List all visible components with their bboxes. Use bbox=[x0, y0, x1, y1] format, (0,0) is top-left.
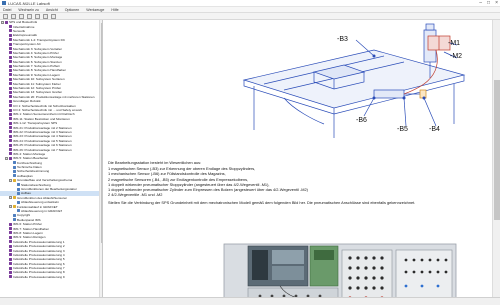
trainer-photo bbox=[220, 242, 460, 297]
list-item: 2 4/2-Wegeventile -M1 und -M2 bbox=[108, 192, 163, 198]
tree-item-label: Copyright bbox=[17, 213, 31, 218]
tree-spacer bbox=[5, 258, 8, 261]
book-icon bbox=[9, 104, 12, 107]
book-icon bbox=[9, 144, 12, 147]
tree-item-label: CO 2: Sicherheitstechnik mit ... und Safety at work bbox=[13, 108, 82, 112]
tree-spacer bbox=[5, 227, 8, 230]
book-icon bbox=[9, 38, 12, 41]
tree-item-label: Industrielle Prozessautomatisierung 8 bbox=[13, 270, 65, 275]
tree-item-label: Ablaufsteuerung in GRAFCET bbox=[21, 208, 63, 213]
expand-toggle-icon[interactable]: - bbox=[10, 178, 11, 182]
tree-item-label: Industrielle Prozessautomatisierung 3 bbox=[13, 248, 65, 253]
book-icon bbox=[9, 82, 12, 85]
book-icon bbox=[13, 214, 16, 217]
tree-spacer bbox=[9, 166, 12, 169]
book-icon bbox=[9, 51, 12, 54]
tree-spacer bbox=[9, 174, 12, 177]
tree-spacer bbox=[5, 271, 8, 274]
book-icon bbox=[13, 179, 16, 182]
tree-spacer bbox=[5, 152, 8, 155]
status-bar bbox=[0, 297, 500, 305]
book-icon bbox=[13, 174, 16, 177]
book-icon bbox=[9, 73, 12, 76]
tree-item-label: Industrielle Prozessautomatisierung 5 bbox=[13, 257, 65, 262]
label-m2: -M2 bbox=[450, 53, 463, 60]
tree-spacer bbox=[5, 25, 8, 28]
book-icon bbox=[17, 209, 20, 212]
tree-spacer bbox=[5, 69, 8, 72]
intro-text: Die Bearbeitungsstation besteht im Wesentlichen aus: bbox=[108, 160, 202, 165]
tree-spacer bbox=[5, 245, 8, 248]
tree-item-label: Grundaufbau und Verschaltungsschema bbox=[17, 178, 73, 183]
tree-item-label: Mechatronik 6: Subsystem Stanzen bbox=[13, 59, 62, 64]
list-item: 2 magnetische Sensoren (-B4, -B5) zur Endlagenkontrolle des Empressekolbens, bbox=[108, 176, 249, 182]
tree-item-label: Mechatronik 9: Subsystem Lagern bbox=[13, 72, 60, 77]
book-icon bbox=[9, 258, 12, 261]
tree-item[interactable] bbox=[0, 275, 102, 279]
book-icon bbox=[17, 183, 20, 186]
label-b6: -B6 bbox=[356, 117, 367, 124]
book-icon bbox=[9, 130, 12, 133]
home-icon[interactable] bbox=[19, 14, 24, 19]
print-icon[interactable] bbox=[27, 14, 32, 19]
back-icon[interactable] bbox=[3, 14, 8, 19]
menu-ansicht[interactable]: Ansicht bbox=[45, 7, 58, 12]
tree-item-label: Inbetriebnahme bbox=[13, 24, 35, 29]
tree-item-label: Industrielle Prozessautomatisierung 1 bbox=[13, 239, 65, 244]
book-icon bbox=[9, 95, 12, 98]
tree-item-label: Mechatronik 3: Subsystem Verteilen bbox=[13, 46, 63, 51]
book-icon bbox=[13, 170, 16, 173]
book-icon bbox=[9, 29, 12, 32]
tree-spacer bbox=[5, 249, 8, 252]
book-icon bbox=[9, 231, 12, 234]
tree-spacer bbox=[5, 122, 8, 125]
tree-item-label: Mechatronik 7: Subsystem Puffern bbox=[13, 64, 61, 69]
window-controls bbox=[479, 0, 498, 7]
tree-item-label: IMS 24: Produktionsanlage mit 5 Stationen bbox=[13, 138, 72, 143]
book-icon bbox=[9, 65, 12, 68]
description bbox=[108, 160, 478, 206]
menu-werkzeuge[interactable]: Werkzeuge bbox=[86, 7, 105, 12]
content-scrollbar[interactable] bbox=[492, 20, 500, 297]
book-icon bbox=[9, 109, 12, 112]
book-icon bbox=[9, 245, 12, 248]
tree-spacer bbox=[5, 60, 8, 63]
book-icon bbox=[9, 126, 12, 129]
book-icon bbox=[9, 275, 12, 278]
tree-item-label: Industrielle Prozessautomatisierung 4 bbox=[13, 252, 65, 257]
book-icon bbox=[17, 192, 20, 195]
tree-item-label: IMS 8: Station Lagern bbox=[13, 230, 43, 235]
tree-item-label: Grundfunktionen der Bearbeitungsstation bbox=[21, 187, 78, 192]
book-icon bbox=[9, 87, 12, 90]
book-icon bbox=[9, 100, 12, 103]
tree-item-label: Sicherheitsbestimmung bbox=[17, 169, 50, 174]
title-bar bbox=[0, 0, 500, 7]
tree-spacer bbox=[5, 87, 8, 90]
tree-item-label: Mechatronik 5: Subsystem Montage bbox=[13, 55, 63, 60]
book-icon bbox=[9, 223, 12, 226]
tree-list bbox=[0, 20, 102, 279]
list-item: 1 doppelt wirkender pneumatischer Stoppzylinder (angesteuert über das 4/2-Wegeventil -M1), bbox=[108, 181, 270, 187]
expand-toggle-icon[interactable]: - bbox=[10, 205, 11, 209]
window-title: LUCAS-NÜLLE Labsoft bbox=[8, 0, 50, 6]
book-icon bbox=[9, 227, 12, 230]
tree-item-label: Industrielle Prozessautomatisierung 7 bbox=[13, 266, 65, 271]
toolbar bbox=[0, 13, 500, 20]
book-icon bbox=[13, 196, 16, 199]
tree-spacer bbox=[9, 218, 12, 221]
book-icon bbox=[9, 271, 12, 274]
tree-item-label: Funktionsablauf in GRAFCET bbox=[17, 204, 58, 209]
tree-spacer bbox=[5, 223, 8, 226]
label-b5: -B5 bbox=[397, 126, 408, 133]
tree-spacer bbox=[5, 130, 8, 133]
tree-spacer bbox=[5, 100, 8, 103]
expand-toggle-icon[interactable]: - bbox=[2, 20, 3, 24]
tree-item-label: Bedienpanel IMS bbox=[17, 217, 41, 222]
tree-item-label: IMS 11: Station Bestücken und Montieren bbox=[13, 116, 70, 121]
tree-item-label: IMS 1: Station Sensoriereinheit mit Drehtisch bbox=[13, 112, 75, 117]
book-icon bbox=[9, 47, 12, 50]
task-text: Stellen Sie die Verbindung der SPS Grundeinheit mit dem mechatronischen Modell gemäß dem folgenden Bild her. Die pneumatischen Anschlüsse sind ebenfalls gekennzeichnet. bbox=[108, 200, 416, 206]
tree-spacer bbox=[9, 170, 12, 173]
component-list bbox=[108, 166, 478, 197]
book-icon bbox=[9, 117, 12, 120]
tree-item-label: Ablaufsteuerung entwickeln bbox=[21, 200, 59, 205]
tree-spacer bbox=[5, 253, 8, 256]
book-icon bbox=[9, 253, 12, 256]
list-item: 1 mechanischen Sensor (-B6) zur Füllstandskontrolle des Magazins, bbox=[108, 171, 226, 177]
tree-item-label: Technische Daten bbox=[17, 165, 42, 170]
tree-spacer bbox=[5, 34, 8, 37]
book-icon bbox=[9, 152, 12, 155]
tree-spacer bbox=[13, 209, 16, 212]
tree-spacer bbox=[5, 78, 8, 81]
book-icon bbox=[9, 135, 12, 138]
tree-spacer bbox=[5, 51, 8, 54]
tree-item-label: Mechatronik 13: Subsystem Greifen bbox=[13, 90, 63, 95]
tree-spacer bbox=[5, 56, 8, 59]
tree-item-label: SPS und Bustechnik bbox=[9, 20, 38, 25]
book-icon bbox=[9, 69, 12, 72]
tree-spacer bbox=[5, 240, 8, 243]
tree-spacer bbox=[5, 231, 8, 234]
main-content bbox=[104, 20, 492, 297]
tree-spacer bbox=[13, 183, 16, 186]
book-icon bbox=[9, 249, 12, 252]
tree-item-label: IMS 6: Station Prüfen bbox=[13, 222, 43, 227]
book-icon bbox=[9, 113, 12, 116]
tree-spacer bbox=[5, 267, 8, 270]
zoom-icon[interactable] bbox=[43, 14, 48, 19]
label-b4: -B4 bbox=[429, 126, 440, 133]
tree-spacer bbox=[13, 188, 16, 191]
book-icon bbox=[9, 60, 12, 63]
tree-item-label: IMS 25: Produktionsanlage mit 6 Stationen bbox=[13, 143, 72, 148]
tree-spacer bbox=[9, 161, 12, 164]
tree-spacer bbox=[5, 148, 8, 151]
content-scroll-thumb[interactable] bbox=[494, 80, 500, 220]
tree-item-label: IMS 26: Produktionsanlage mit 7 Stationen bbox=[13, 147, 72, 152]
app-icon bbox=[2, 1, 6, 5]
tree-spacer bbox=[5, 275, 8, 278]
tree-spacer bbox=[5, 104, 8, 107]
tree-spacer bbox=[5, 82, 8, 85]
tree-item-label: IMS 23: Produktionsanlage mit 4 Stationen bbox=[13, 134, 72, 139]
tree-spacer bbox=[5, 95, 8, 98]
book-icon bbox=[9, 236, 12, 239]
book-icon bbox=[9, 122, 12, 125]
course-tree bbox=[0, 20, 103, 297]
tree-item-label: Industrielle Prozessautomatisierung 9 bbox=[13, 274, 65, 279]
help-icon[interactable] bbox=[51, 14, 56, 19]
tree-item-label: IMS 21: Produktionsanlage mit 2 Stationen bbox=[13, 125, 72, 130]
expand-toggle-icon[interactable]: - bbox=[10, 196, 11, 200]
tree-scroll-thumb[interactable] bbox=[101, 23, 103, 243]
tree-spacer bbox=[5, 144, 8, 147]
tree-item-label: Industrielle Prozessautomatisierung 2 bbox=[13, 244, 65, 249]
book-icon bbox=[17, 188, 20, 191]
forward-icon[interactable] bbox=[11, 14, 16, 19]
tree-spacer bbox=[5, 126, 8, 129]
tree-spacer bbox=[5, 262, 8, 265]
tree-spacer bbox=[5, 117, 8, 120]
book-icon bbox=[9, 139, 12, 142]
tree-item-label: Grundfunktion des Ablaufs/Sensoren bbox=[17, 195, 68, 200]
book-icon bbox=[9, 262, 12, 265]
tree-item-label: Stationsbeschreibung bbox=[21, 182, 51, 187]
tree-item-label: Mechatronik 1-2: Transportsystem DC bbox=[13, 37, 66, 42]
tree-spacer bbox=[5, 43, 8, 46]
search-icon[interactable] bbox=[35, 14, 40, 19]
tree-item-label: Industrielle Prozessautomatisierung 6 bbox=[13, 261, 65, 266]
list-item: 1 magnetischen Sensor (-B3) zur Erkennung der oberen Endlage des Stoppzylinders, bbox=[108, 166, 256, 172]
book-icon bbox=[13, 218, 16, 221]
tree-spacer bbox=[5, 109, 8, 112]
tree-spacer bbox=[5, 73, 8, 76]
menu-optionen[interactable]: Optionen bbox=[64, 7, 80, 12]
menu-wechseln-zu[interactable]: Wechseln zu bbox=[18, 7, 39, 12]
tree-item-label: Mechatronik 10: Subsystem Sortieren bbox=[13, 77, 65, 82]
tree-spacer bbox=[5, 236, 8, 239]
book-icon bbox=[9, 157, 12, 160]
tree-item-label: CO 1: Sicherheitstechnik mit Schutzkontakten bbox=[13, 103, 76, 108]
tree-spacer bbox=[13, 201, 16, 204]
tree-spacer bbox=[5, 113, 8, 116]
tree-spacer bbox=[5, 139, 8, 142]
tree-item-label: Mechatronik 11: Subsystem Kleben bbox=[13, 81, 62, 86]
tree-spacer bbox=[13, 192, 16, 195]
tree-item-label: IMS 4: Station Montage bbox=[13, 151, 46, 156]
book-icon bbox=[9, 91, 12, 94]
menu-hilfe[interactable]: Hilfe bbox=[111, 7, 119, 12]
tree-item-label: IMS 9: Station Reinigen bbox=[13, 235, 46, 240]
book-icon bbox=[9, 267, 12, 270]
book-icon bbox=[9, 240, 12, 243]
book-icon bbox=[5, 21, 8, 24]
tree-item-label: Aufbau bbox=[21, 191, 31, 196]
tree-item-label: Transportsystem AC bbox=[13, 42, 41, 47]
book-icon bbox=[9, 43, 12, 46]
book-icon bbox=[17, 201, 20, 204]
expand-toggle-icon[interactable]: - bbox=[6, 156, 7, 160]
tree-spacer bbox=[5, 47, 8, 50]
tree-spacer bbox=[5, 29, 8, 32]
maximize-icon[interactable]: □ bbox=[487, 0, 491, 6]
tree-item-label: IMS 5: Station Bearbeiten bbox=[13, 156, 49, 161]
book-icon bbox=[9, 56, 12, 59]
tree-spacer bbox=[5, 65, 8, 68]
close-icon[interactable]: × bbox=[495, 0, 498, 6]
label-b3: -B3 bbox=[337, 36, 348, 43]
tree-spacer bbox=[5, 135, 8, 138]
tree-item-label: Mechatronik 4: Subsystem Prüfen bbox=[13, 50, 60, 55]
tree-item-label: IMS 1-12: Transportsystem SPS bbox=[13, 121, 58, 126]
book-icon bbox=[13, 205, 16, 208]
tree-item-label: Aufbauplan bbox=[17, 173, 33, 178]
book-icon bbox=[13, 161, 16, 164]
book-icon bbox=[9, 25, 12, 28]
tree-item-label: Mechatronik 12: Subsystem Prüfen bbox=[13, 86, 62, 91]
tree-item-label: Elektropneumatik bbox=[13, 33, 37, 38]
tree-item-label: Kurzbeschreibung bbox=[17, 160, 42, 165]
book-icon bbox=[13, 166, 16, 169]
tree-item-label: Mechatronik 8: Subsystem Handhaben bbox=[13, 68, 67, 73]
label-m1: -M1 bbox=[448, 40, 461, 47]
menu-datei[interactable]: Datei bbox=[3, 7, 12, 12]
tree-item-label: Sensorik bbox=[13, 28, 26, 33]
tree-item-label: Mechatronik 20: Produktionsanlage mit mehreren Stationen bbox=[13, 94, 95, 99]
tree-spacer bbox=[5, 91, 8, 94]
tree-item-label: IMS 7: Station Handhaben bbox=[13, 226, 50, 231]
minimize-icon[interactable]: – bbox=[479, 0, 483, 6]
book-icon bbox=[9, 34, 12, 37]
book-icon bbox=[9, 78, 12, 81]
tree-item-label: Grundlagen Robotik bbox=[13, 99, 41, 104]
tree-spacer bbox=[9, 214, 12, 217]
tree-spacer bbox=[5, 38, 8, 41]
tree-item-label: IMS 22: Produktionsanlage mit 3 Stationen bbox=[13, 129, 72, 134]
book-icon bbox=[9, 148, 12, 151]
list-item: 1 doppelt wirkender pneumatischer Zylinder zum Einpressen des Bolzen (angesteuert über das 4/2-Wegeventil -M2) bbox=[108, 187, 308, 193]
tree-scrollbar[interactable] bbox=[99, 20, 102, 297]
